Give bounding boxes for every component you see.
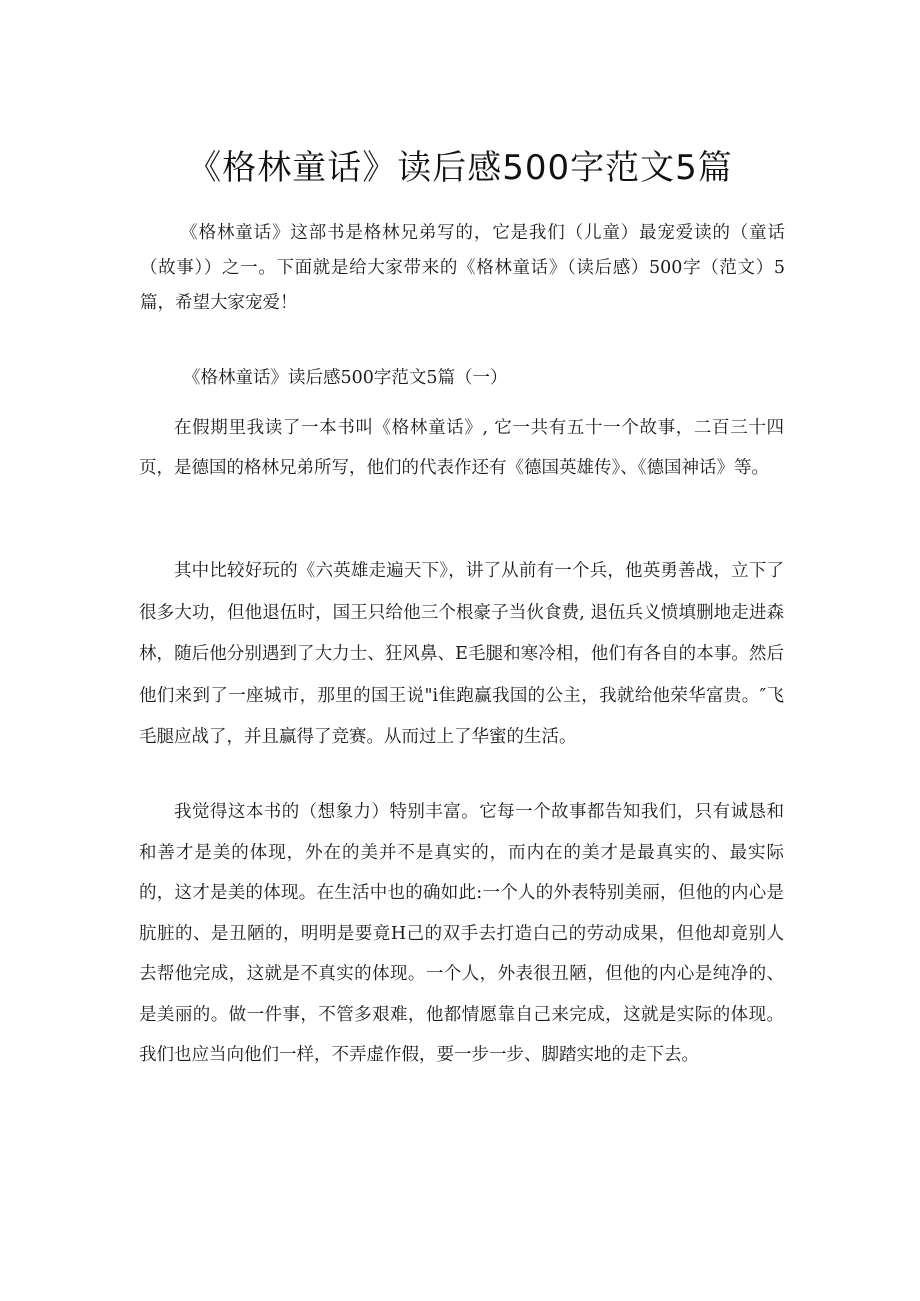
section-heading: 《格林童话》读后感500字范文5篇（一） [183,368,508,388]
body-paragraph: 我觉得这本书的（想象力）特别丰富。它每一个故事都告知我们，只有诚恳和和善才是美的体现，外在的美并不是真实的，而内在的美才是最真实的、最实际的，这才是美的体现。在生活中也的确如此:一个人的外表特别美丽，但他的内心是肮脏的、是丑陋的，明明是要竟H己的双手去打造白己的劳动成果，但他却竟别人去帮他完成，这就是不真实的体现。一个人，外表很丑陋，但他的内心是纯净的、是美丽的。做一件事，不管多艰难，他都情愿靠自己来完成，这就是实际的体现。我们也应当向他们一样，不弄虚作假，要一步一步、脚踏实地的走下去。 [139,802,784,1065]
body-paragraph: 其中比较好玩的《六英雄走遍天下》，讲了从前有一个兵，他英勇善战，立下了很多大功，但他退伍时，国王只给他三个根豪子当伙食费, 退伍兵义愤填删地走进森林，随后他分别遇到了大力士、狂风鼻、E毛腿和寒冷相，他们有各自的本事。然后他们来到了一座城市，那里的国王说"i隹跑赢我国的公主，我就给他荣华富贵。″飞毛腿应战了，并且赢得了竞赛。从而过上了华蜜的生活。 [139,561,784,747]
body-paragraph: 在假期里我读了一本书叫《格林童话》, 它一共有五十一个故事，二百三十四页，是德国的格林兄弟所写，他们的代表作还有《德国英雄传》、《德国神话》等。 [139,418,784,478]
page-title: 《格林童话》读后感500字范文5篇 [187,148,733,188]
intro-paragraph: 《格林童话》这部书是格林兄弟写的，它是我们（儿童）最宠爱读的（童话（故事））之一。下面就是给大家带来的《格林童话》（读后感）500字（范文）5篇，希望大家宠爱！ [140,223,785,313]
